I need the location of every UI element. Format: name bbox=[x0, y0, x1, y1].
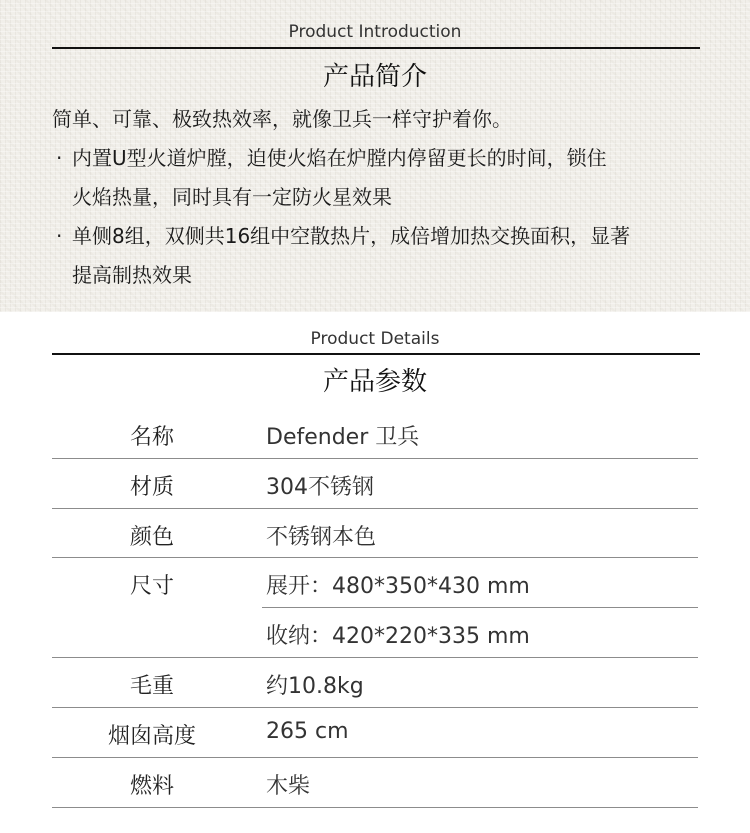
row-divider bbox=[52, 707, 698, 708]
spec-value: 304不锈钢 bbox=[266, 475, 374, 500]
spec-row-chimney bbox=[52, 709, 698, 758]
spec-value: 展开：480*350*430 mm bbox=[266, 574, 530, 599]
details-title-cn: 产品参数 bbox=[322, 367, 427, 397]
spec-label: 燃料 bbox=[129, 774, 174, 799]
spec-value: Defender 卫兵 bbox=[266, 425, 420, 450]
spec-label: 名称 bbox=[129, 425, 174, 450]
spec-value: 木柴 bbox=[266, 774, 311, 799]
bullet-1-line-2: 火焰热量，同时具有一定防火星效果 bbox=[72, 185, 392, 209]
row-divider bbox=[52, 508, 698, 509]
spec-row-size-open bbox=[52, 559, 698, 608]
row-divider bbox=[262, 607, 698, 608]
row-divider bbox=[52, 757, 698, 758]
spec-row-material bbox=[52, 460, 698, 509]
row-divider bbox=[52, 657, 698, 658]
intro-title-cn: 产品简介 bbox=[322, 62, 427, 92]
intro-divider bbox=[52, 47, 700, 49]
row-divider bbox=[52, 807, 698, 808]
bullet-2-line-1: 单侧8组，双侧共16组中空散热片，成倍增加热交换面积，显著 bbox=[72, 224, 631, 248]
spec-label: 颜色 bbox=[129, 525, 174, 550]
intro-section bbox=[0, 0, 750, 312]
spec-label: 烟囱高度 bbox=[107, 724, 196, 749]
spec-row-color bbox=[52, 510, 698, 559]
spec-label: 材质 bbox=[129, 475, 174, 500]
spec-value: 265 cm bbox=[266, 719, 349, 744]
bullet-1-line-1: 内置U型火道炉膛，迫使火焰在炉膛内停留更长的时间，锁住 bbox=[72, 146, 607, 170]
spec-row-weight bbox=[52, 659, 698, 708]
row-divider bbox=[52, 557, 698, 558]
intro-lead: 简单、可靠、极致热效率，就像卫兵一样守护着你。 bbox=[52, 107, 512, 131]
spec-value: 收纳：420*220*335 mm bbox=[266, 624, 530, 649]
bullet-mark: · bbox=[56, 146, 63, 170]
spec-value: 约10.8kg bbox=[266, 674, 364, 699]
spec-row-fuel bbox=[52, 759, 698, 808]
details-title-en: Product Details bbox=[310, 329, 440, 349]
spec-row-size-packed bbox=[52, 609, 698, 658]
bullet-2-line-2: 提高制热效果 bbox=[72, 263, 192, 287]
spec-label: 尺寸 bbox=[129, 574, 174, 599]
intro-title-en: Product Introduction bbox=[288, 22, 462, 42]
spec-label: 毛重 bbox=[129, 674, 174, 699]
spec-row-name bbox=[52, 411, 698, 460]
spec-value: 不锈钢本色 bbox=[266, 525, 377, 550]
details-divider bbox=[52, 353, 700, 355]
row-divider bbox=[52, 458, 698, 459]
bullet-mark: · bbox=[56, 224, 63, 248]
